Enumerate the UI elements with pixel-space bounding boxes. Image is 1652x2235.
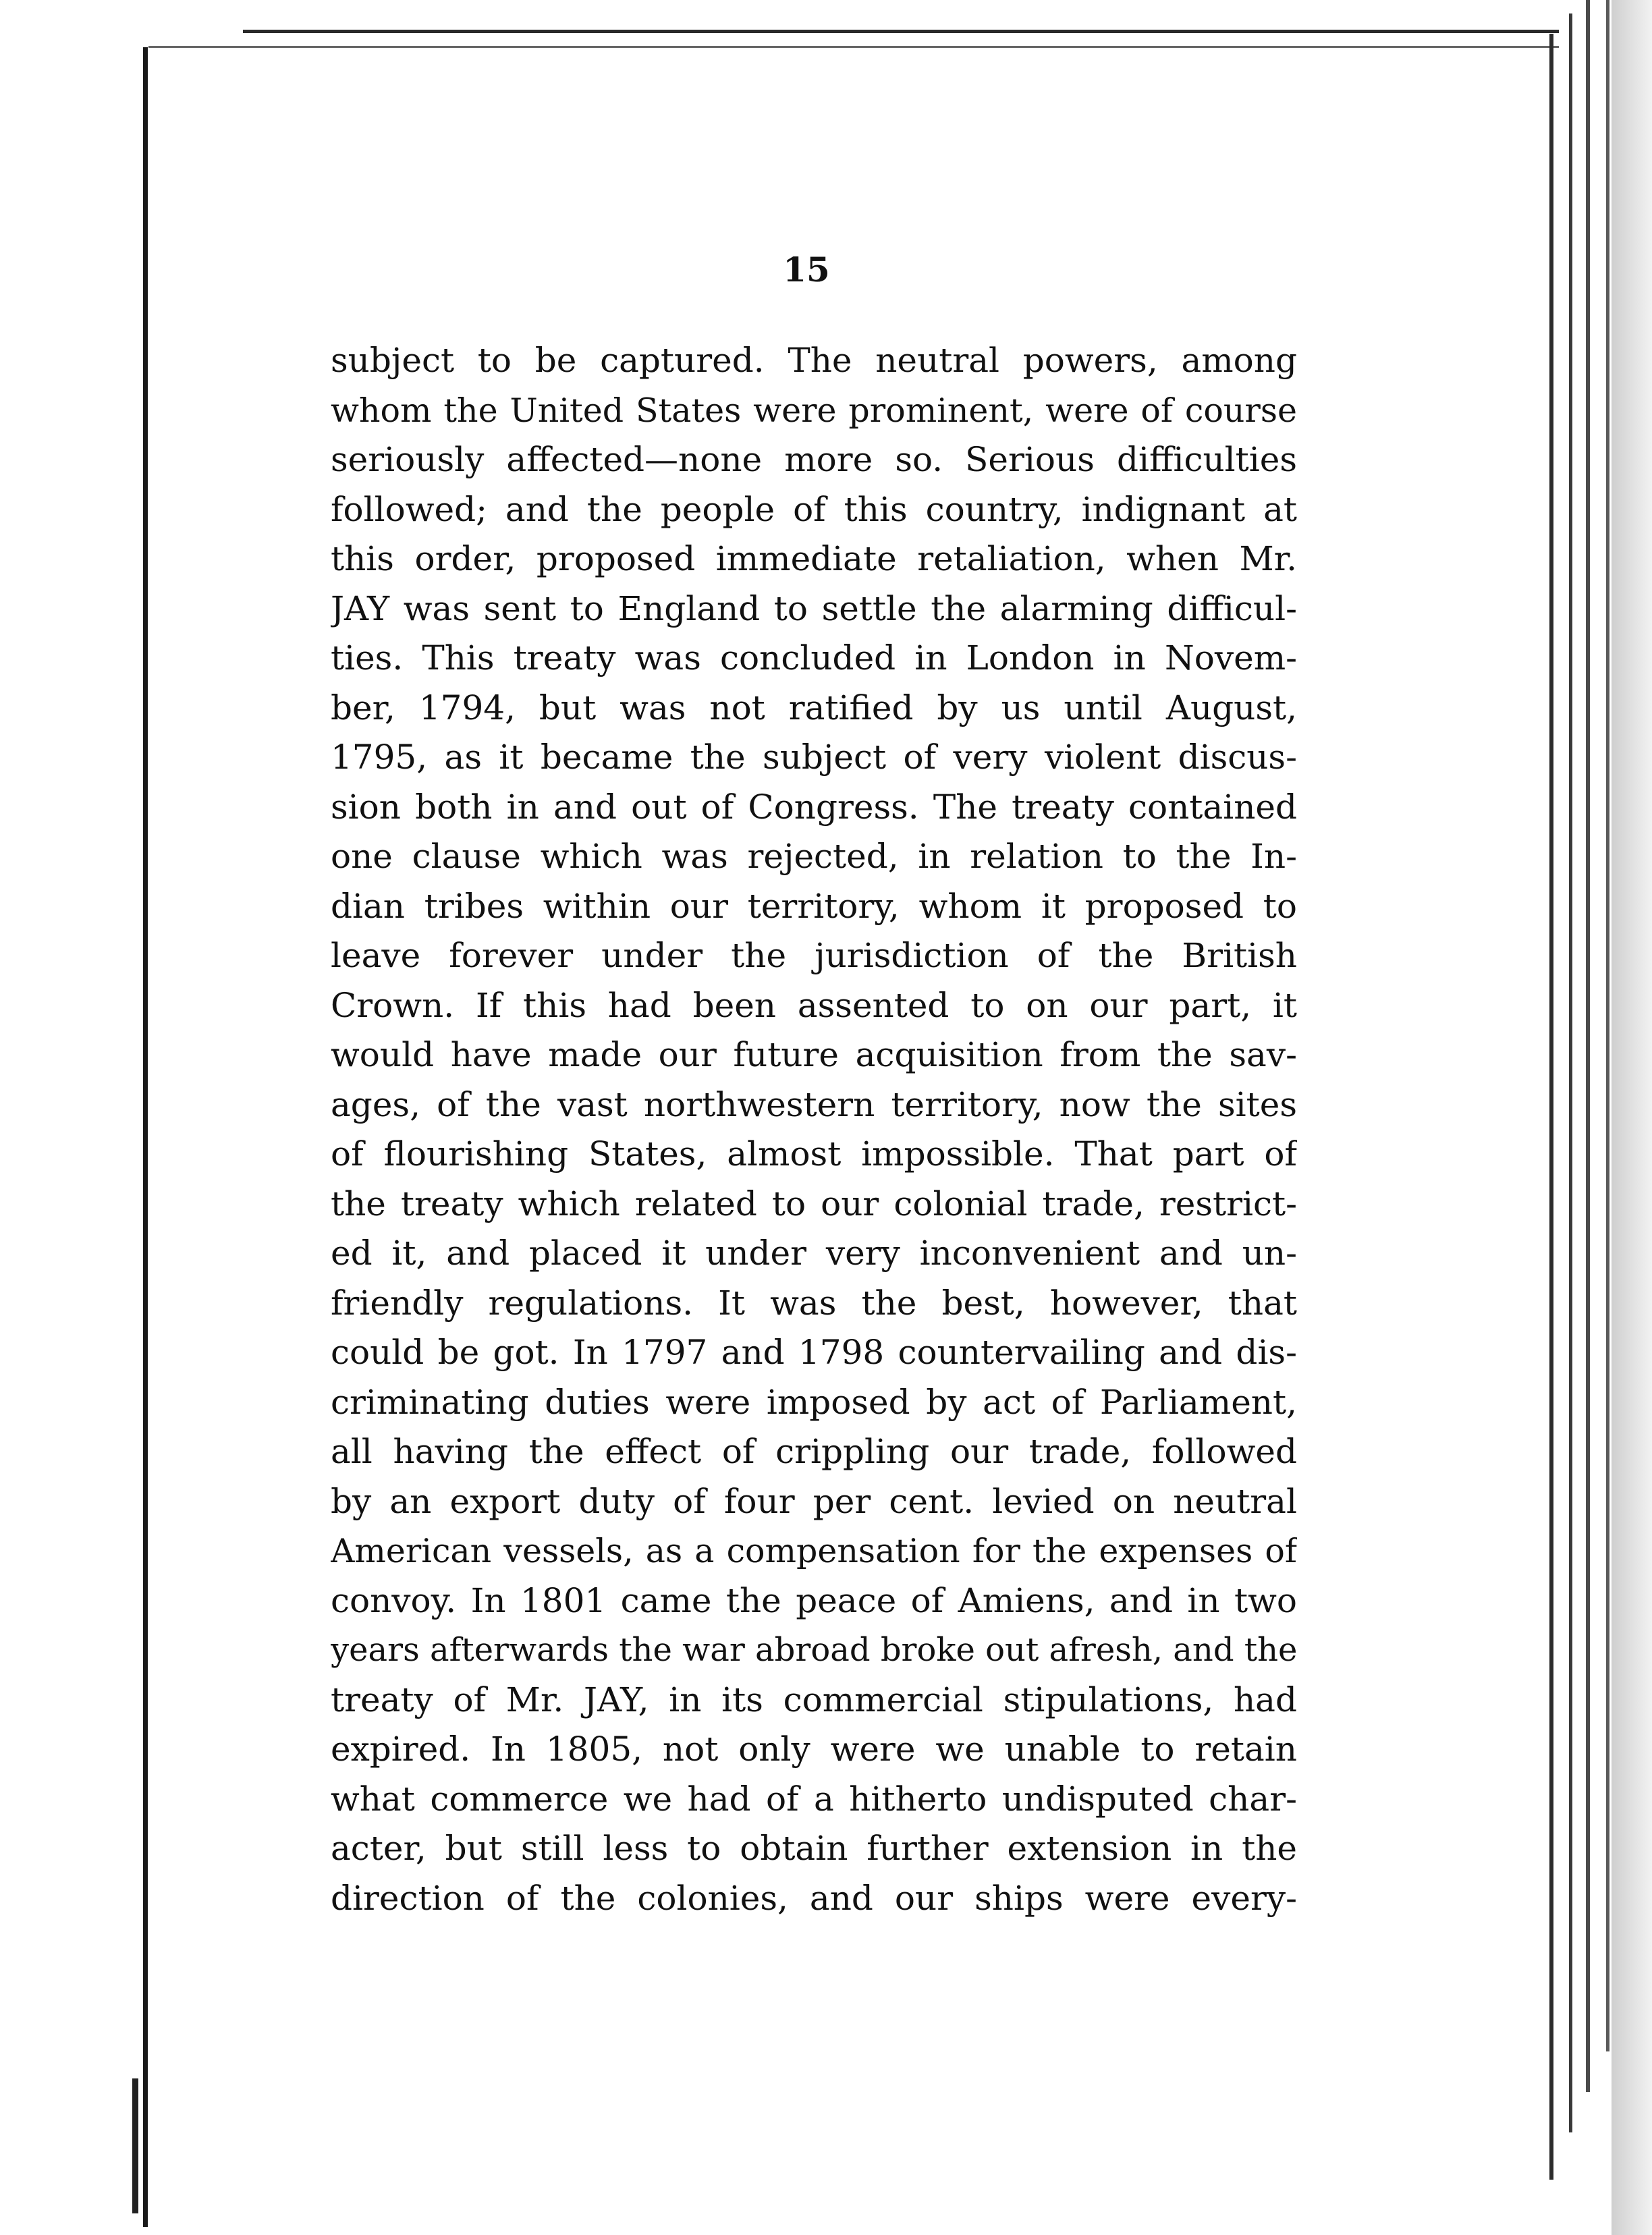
text-line: ages, of the vast northwestern territory, now the sites [331,1084,1297,1124]
text-line: dian tribes within our territory, whom it proposed to [331,886,1297,926]
text-line: leave forever under the jurisdiction of the British [331,936,1297,975]
text-line: whom the United States were prominent, were of course [331,391,1297,430]
text-line: one clause which was rejected, in relation to the In- [331,837,1297,876]
text-line: ed it, and placed it under very inconvenient and un- [331,1234,1297,1273]
text-line: American vessels, as a compensation for the expenses of [331,1532,1297,1570]
scan-left-binding-lower [132,2078,138,2213]
text-line: JAY was sent to England to settle the alarming difficul- [331,588,1297,628]
scan-right-edge-2 [1569,13,1572,2132]
text-line: all having the effect of crippling our trade, followed [331,1432,1297,1471]
text-line: of flourishing States, almost impossible. That part of [331,1134,1297,1174]
scan-right-shade [1612,0,1652,2235]
text-line: years afterwards the war abroad broke out afresh, and the [331,1631,1297,1669]
scan-right-edge [1549,34,1553,2180]
text-line: convoy. In 1801 came the peace of Amiens, and in two [331,1580,1297,1620]
text-line: treaty of Mr. JAY, in its commercial stipulations, had [331,1680,1297,1719]
text-line: ber, 1794, but was not ratified by us until August, [331,688,1297,727]
text-line: this order, proposed immediate retaliation, when Mr. [331,539,1297,578]
text-line: friendly regulations. It was the best, however, that [331,1283,1297,1323]
scan-top-edge-inner [148,46,1559,48]
scan-right-edge-4 [1606,0,1609,2051]
text-line: subject to be captured. The neutral powers, among [331,341,1297,380]
scan-right-edge-3 [1586,0,1590,2092]
scan-top-edge [243,30,1559,33]
text-line: 1795, as it became the subject of very violent discus- [331,738,1297,777]
page-number: 15 [783,250,830,289]
text-line: by an export duty of four per cent. levied on neutral [331,1481,1297,1521]
text-line: criminating duties were imposed by act of Parliament, [331,1382,1297,1422]
text-line: acter, but still less to obtain further extension in the [331,1829,1297,1868]
text-line: what commerce we had of a hitherto undisputed char- [331,1779,1297,1819]
text-line: the treaty which related to our colonial trade, restrict- [331,1184,1297,1223]
text-line: ties. This treaty was concluded in London in Novem- [331,638,1297,678]
text-line: sion both in and out of Congress. The treaty contained [331,787,1297,827]
text-line: Crown. If this had been assented to on our part, it [331,985,1297,1025]
text-line: followed; and the people of this country, indignant at [331,489,1297,529]
text-line: would have made our future acquisition from the sav- [331,1035,1297,1074]
text-line: could be got. In 1797 and 1798 countervailing and dis- [331,1333,1297,1372]
body-text [331,336,1297,1923]
text-line: direction of the colonies, and our ships were every- [331,1878,1297,1918]
text-line: expired. In 1805, not only were we unable to retain [331,1730,1297,1769]
scan-left-binding [143,47,148,2227]
text-line: seriously affected—none more so. Serious difficulties [331,440,1297,479]
